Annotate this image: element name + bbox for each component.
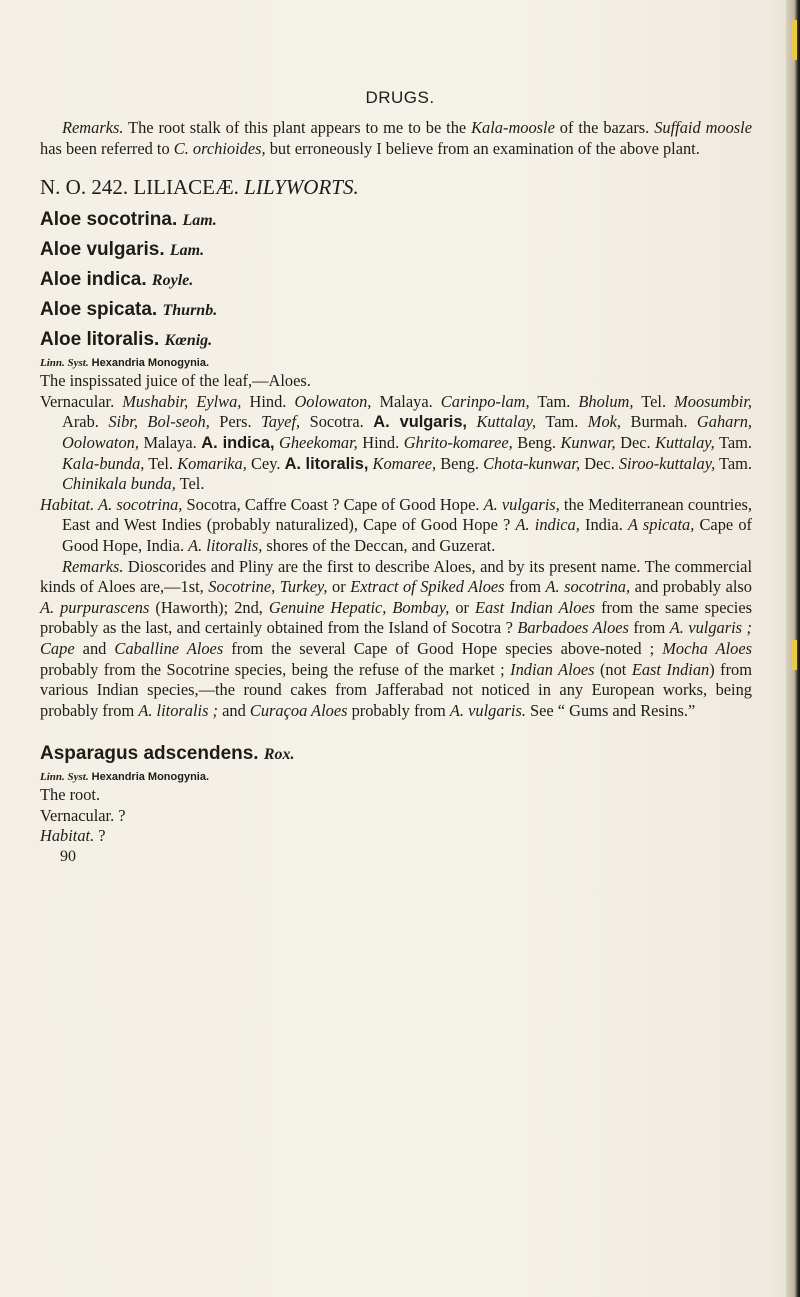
family-heading: N. O. 242. LILIACEÆ. LILYWORTS.: [40, 175, 359, 200]
vernacular-names: Vernacular. ?: [40, 805, 126, 825]
vernacular-names: Vernacular. Mushabir, Eylwa, Hind. Oolowaton, Malaya. Carinpo-lam, Tam. Bholum, Tel. Moosumbir, Arab. Sibr, Bol-seoh, Pers. Tayef, Socotra. A. vulgaris, Kuttalay, Tam. Mok, Burmah. Gaharn, Oolowaton, Malaya. A. indica, Gheekomar, Hind. Ghrito-komaree, Beng. Kunwar, Dec. Kuttalay, Tam. Kala-bunda, Tel. Komarika, Cey. A. litoralis, Komaree, Beng. Chota-kunwar, Dec. Siroo-kuttalay, Tam. Chinikala bunda, Tel.: [40, 391, 753, 494]
habitat-paragraph: Habitat. ?: [40, 826, 106, 846]
edge-highlight: [791, 640, 797, 670]
species-name: Aloe vulgaris. Lam.: [40, 239, 205, 261]
page-number: 90: [60, 848, 76, 866]
remarks-paragraph: Remarks. Dioscorides and Pliny are the first to describe Aloes, and by its present name. The commercial kinds of Aloes are,—1st, Socotrine, Turkey, or Extract of Spiked Aloes from A. socotrina, and probably also A. purpurascens (Haworth); 2nd, Genuine Hepatic, Bombay, or East Indian Aloes from the same species probably as the last, and certainly obtained from the Island of Socotra ? Barbadoes Aloes from A. vulgaris ; Cape and Caballine Aloes from the several Cape of Good Hope species above-noted ; Mocha Aloes probably from the Socotrine species, being the refuse of the market ; Indian Aloes (not East Indian) from various Indian species,—the round cakes from Jafferabad not noticed in any European works, being probably from A. litoralis ; and Curaçoa Aloes probably from A. vulgaris. See “ Gums and Resins.”: [40, 556, 752, 720]
edge-highlight: [791, 20, 797, 60]
linnaean-system: Linn. Syst. Hexandria Monogynia.: [40, 771, 210, 784]
species-name: Aloe spicata. Thurnb.: [40, 299, 218, 321]
remarks-paragraph: Remarks. The root stalk of this plant appears to me to be the Kala-moosle of the bazars. Suffaid moosle has been referred to C. orchioides, but erroneously I believe from an examination of the above plant.: [40, 118, 752, 158]
part-used: The inspissated juice of the leaf,—Aloes.: [40, 371, 311, 391]
book-edge: [786, 0, 800, 1297]
section-spacer: [40, 721, 752, 739]
linnaean-system: Linn. Syst. Hexandria Monogynia.: [40, 357, 210, 370]
species-name: Aloe indica. Royle.: [40, 269, 194, 291]
page-content: [40, 118, 752, 868]
habitat-paragraph: Habitat. A. socotrina, Socotra, Caffre Coast ? Cape of Good Hope. A. vulgaris, the Mediterranean countries, East and West Indies (probably naturalized), Cape of Good Hope ? A. indica, India. A spicata, Cape of Good Hope, India. A. litoralis, shores of the Deccan, and Guzerat.: [40, 494, 753, 555]
species-name: Aloe socotrina. Lam.: [40, 209, 217, 231]
running-header: DRUGS.: [365, 88, 435, 107]
part-used: The root.: [40, 785, 101, 805]
species-name: Asparagus adscendens. Rox.: [40, 743, 295, 765]
species-name: Aloe litoralis. Kœnig.: [40, 329, 213, 351]
